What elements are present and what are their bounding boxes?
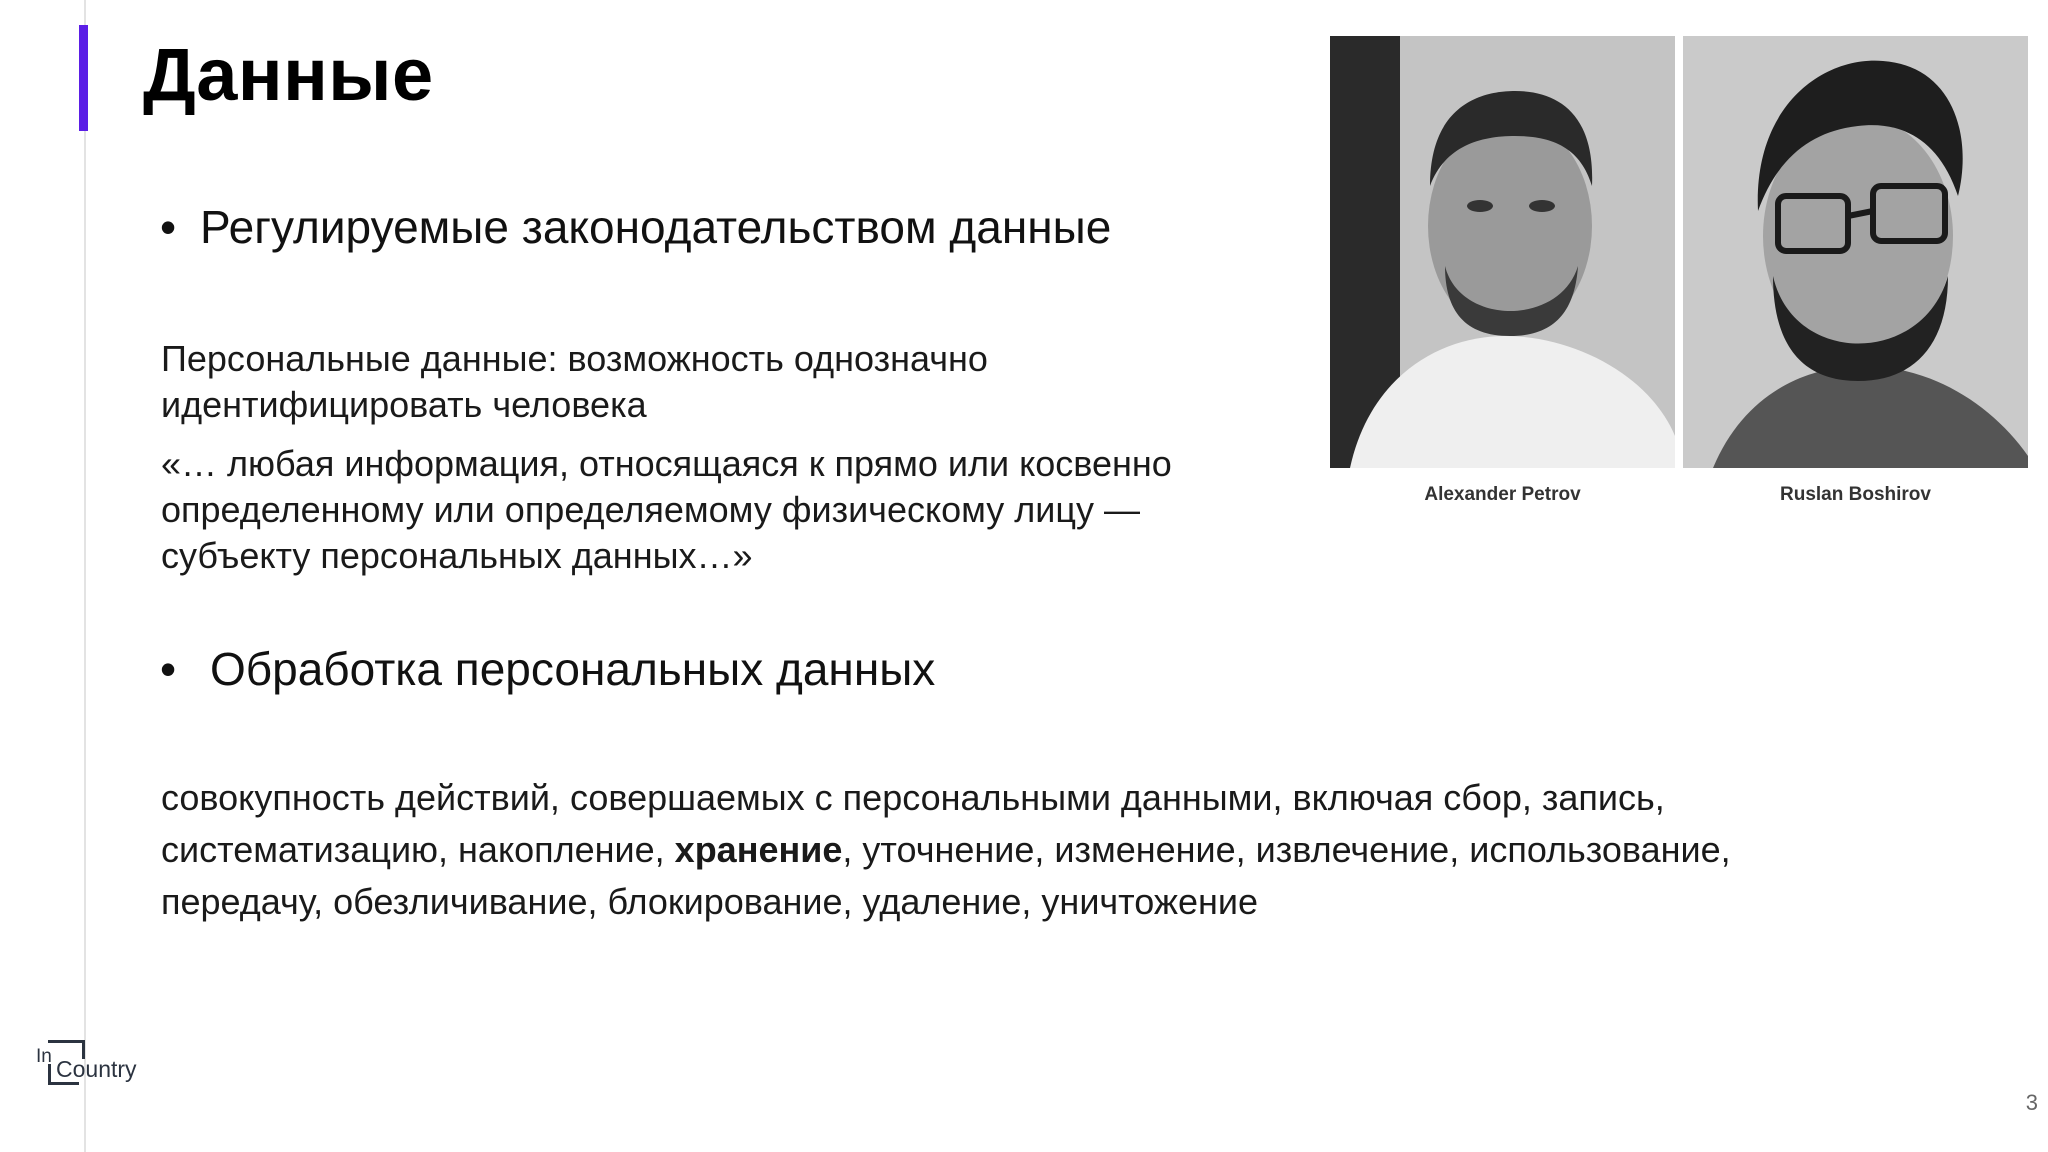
definition-line: идентифицировать человека [161, 384, 647, 425]
bullet-text: Обработка персональных данных [210, 643, 936, 695]
portrait-photo [1683, 36, 2028, 468]
legal-quote [161, 441, 1172, 579]
portrait-photo [1330, 36, 1675, 468]
processing-text: , уточнение, изменение, извлечение, использование, [842, 829, 1731, 870]
bullet-text: Регулируемые законодательством данные [200, 201, 1112, 253]
processing-line: передачу, обезличивание, блокирование, удаление, уничтожение [161, 881, 1258, 922]
photo-panel [1330, 34, 2030, 505]
processing-line: совокупность действий, совершаемых с персональными данными, включая сбор, запись, [161, 777, 1665, 818]
quote-line: «… любая информация, относящаяся к прямо или косвенно [161, 443, 1172, 484]
processing-definition [161, 772, 1731, 928]
photo-caption: Ruslan Boshirov [1780, 484, 1931, 505]
bullet-dot: • [160, 201, 177, 253]
logo-country-text: Country [56, 1056, 137, 1082]
bullet-dot: • [160, 643, 177, 695]
quote-line: субъекту персональных данных…» [161, 535, 753, 576]
processing-line [161, 824, 1731, 876]
storage-emphasis: хранение [674, 829, 843, 870]
left-guide-line [84, 0, 86, 1152]
photo-caption: Alexander Petrov [1424, 484, 1581, 505]
portrait-illustration [1683, 36, 2028, 468]
bullet-regulated-data [160, 200, 1111, 254]
quote-line: определенному или определяемому физическому лицу — [161, 489, 1141, 530]
portrait-illustration [1330, 36, 1675, 468]
page-number: 3 [2025, 1090, 2038, 1115]
processing-text: систематизацию, накопление, [161, 829, 675, 870]
personal-data-definition [161, 336, 988, 428]
slide-title: Данные [143, 33, 434, 116]
bullet-processing [160, 642, 935, 696]
incountry-logo [34, 1036, 144, 1096]
definition-line: Персональные данные: возможность однозначно [161, 338, 988, 379]
logo-in-text: In [36, 1046, 52, 1067]
title-accent-bar [79, 25, 88, 131]
